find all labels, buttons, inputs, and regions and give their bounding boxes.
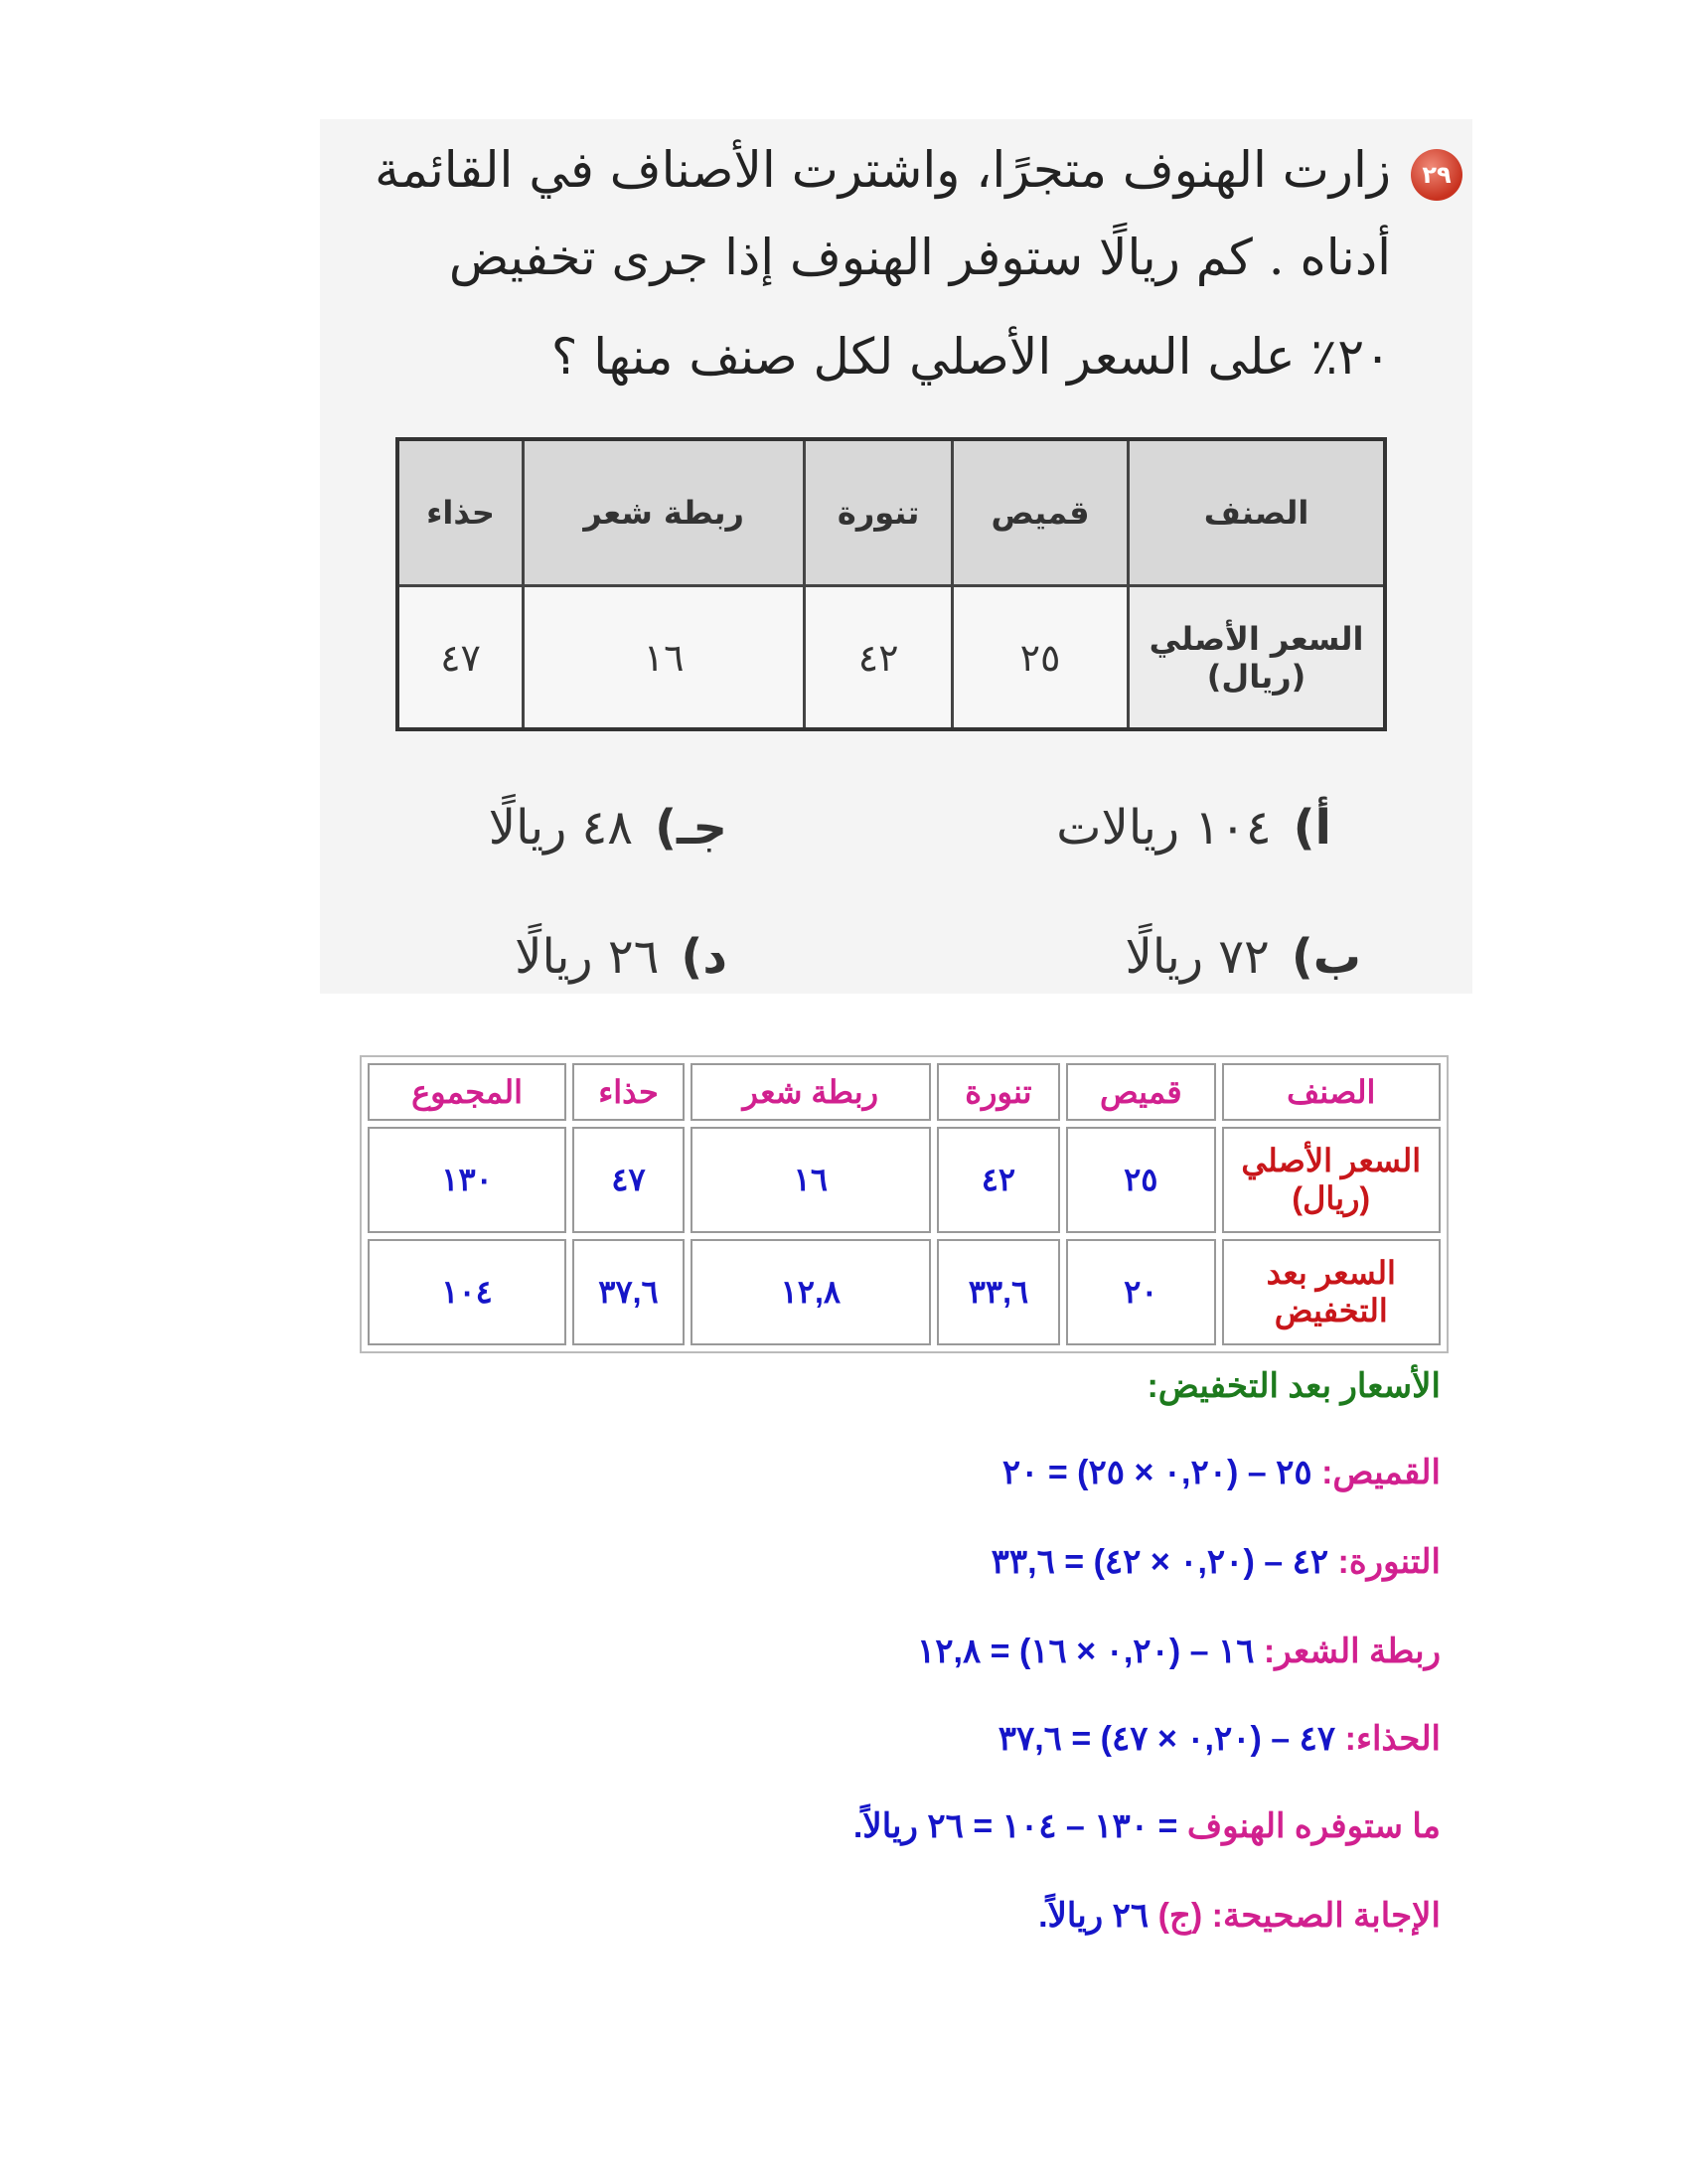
table-header-cell: الصنف [1222, 1063, 1442, 1121]
option-d [515, 929, 727, 985]
table-header-cell: ربطة شعر [524, 439, 805, 586]
calc-label: القميص: [1321, 1454, 1441, 1491]
calc-label: ما ستوفره الهنوف [1186, 1807, 1441, 1845]
table-cell: ١٣٠ [368, 1127, 566, 1233]
savings-calculation [853, 1806, 1441, 1846]
calc-expression: ٤٧ – (٠,٢٠ × ٤٧) = ٣٧,٦ [998, 1720, 1336, 1758]
correct-answer [1038, 1896, 1441, 1936]
table-row [368, 1127, 1441, 1233]
table-cell: ٤٧ [397, 586, 524, 730]
calc-expression: ٢٥ – (٠,٢٠ × ٢٥) = ٢٠ [1001, 1454, 1312, 1491]
question-number-badge: ٢٩ [1411, 149, 1462, 201]
calc-expression: = ١٣٠ – ١٠٤ = ٢٦ ريالاً. [852, 1807, 1178, 1845]
table-cell: ٢٥ [953, 586, 1129, 730]
option-b [1125, 929, 1361, 985]
table-header-cell: حذاء [572, 1063, 685, 1121]
calc-label: التنورة: [1337, 1543, 1441, 1581]
calc-label: ربطة الشعر: [1263, 1633, 1441, 1670]
option-letter: ب) [1291, 929, 1361, 985]
table-cell: ٤٢ [937, 1127, 1060, 1233]
answer-label: الإجابة الصحيحة: [1211, 1897, 1441, 1935]
table-cell: ٣٣,٦ [937, 1239, 1060, 1345]
table-cell: ٢٥ [1066, 1127, 1215, 1233]
option-letter: جـ) [655, 800, 727, 856]
hair-tie-calculation [917, 1632, 1441, 1671]
table-cell: ٣٧,٦ [572, 1239, 685, 1345]
table-cell: ١٦ [691, 1127, 931, 1233]
table-row [368, 1239, 1441, 1345]
table-header-cell: قميص [953, 439, 1129, 586]
table-header-cell: الصنف [1129, 439, 1385, 586]
table-row [368, 1063, 1441, 1121]
table-header-cell: تنورة [937, 1063, 1060, 1121]
option-a [1056, 800, 1331, 856]
option-c [489, 800, 727, 856]
table-cell: ١٢,٨ [691, 1239, 931, 1345]
calc-label: الحذاء: [1344, 1720, 1441, 1758]
table-header-cell: المجموع [368, 1063, 566, 1121]
question-price-table [395, 437, 1387, 731]
question-line-1: زارت الهنوف متجرًا، واشترت الأصناف في القائمة [375, 141, 1391, 199]
table-cell: ١٠٤ [368, 1239, 566, 1345]
solution-table [360, 1055, 1449, 1353]
table-cell: ٢٠ [1066, 1239, 1215, 1345]
table-header-cell: قميص [1066, 1063, 1215, 1121]
question-line-2: أدناه . كم ريالًا ستوفر الهنوف إذا جرى تخفيض [448, 229, 1391, 286]
calc-expression: ١٦ – (٠,٢٠ × ١٦) = ١٢,٨ [916, 1633, 1255, 1670]
calc-expression: ٤٢ – (٠,٢٠ × ٤٢) = ٣٣,٦ [991, 1543, 1329, 1581]
table-cell: ١٦ [524, 586, 805, 730]
skirt-calculation [992, 1542, 1441, 1582]
option-text: ١٠٤ ريالات [1056, 800, 1272, 856]
answer-value: ٢٦ ريالاً. [1038, 1897, 1150, 1935]
table-cell: ٤٢ [805, 586, 953, 730]
question-line-3: ٢٠٪ على السعر الأصلي لكل صنف منها ؟ [550, 328, 1391, 386]
answer-letter: (ج) [1157, 1897, 1203, 1935]
table-row [397, 586, 1385, 730]
table-header-cell: حذاء [397, 439, 524, 586]
table-row-label: السعر الأصلي (ريال) [1222, 1127, 1442, 1233]
option-text: ٢٦ ريالًا [515, 929, 660, 985]
option-letter: د) [681, 929, 727, 985]
table-row-label: السعر بعد التخفيض [1222, 1239, 1442, 1345]
table-row [397, 439, 1385, 586]
table-row-label: السعر الأصلي (ريال) [1129, 586, 1385, 730]
table-header-cell: ربطة شعر [691, 1063, 931, 1121]
option-text: ٧٢ ريالًا [1125, 929, 1270, 985]
option-text: ٤٨ ريالًا [488, 800, 634, 856]
option-letter: أ) [1293, 800, 1331, 856]
solution-heading: الأسعار بعد التخفيض: [1147, 1367, 1441, 1405]
shirt-calculation [1002, 1453, 1441, 1492]
table-header-cell: تنورة [805, 439, 953, 586]
table-cell: ٤٧ [572, 1127, 685, 1233]
shoe-calculation [998, 1719, 1441, 1759]
